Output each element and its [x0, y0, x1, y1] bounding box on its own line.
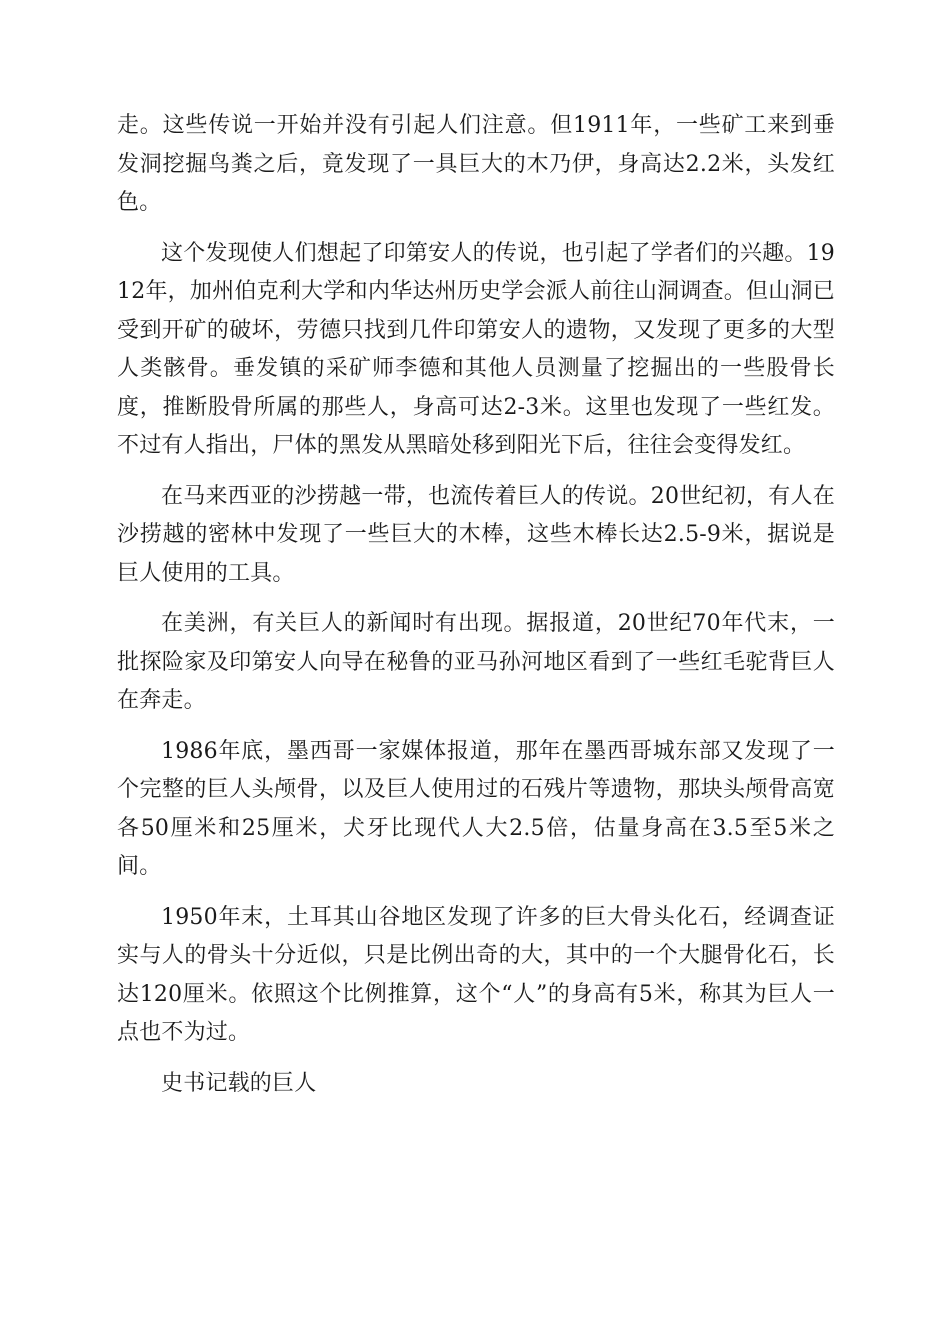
paragraph-americas: 在美洲，有关巨人的新闻时有出现。据报道，20世纪70年代末，一批探险家及印第安人向导在秘鲁的亚马孙河地区看到了一些红毛驼背巨人在奔走。	[117, 611, 835, 713]
paragraph-sarawak: 在马来西亚的沙捞越一带，也流传着巨人的传说。20世纪初，有人在沙捞越的密林中发现了一些巨大的木棒，这些木棒长达2.5-9米，据说是巨人使用的工具。	[117, 483, 835, 586]
paragraph-continuation: 走。这些传说一开始并没有引起人们注意。但1911年，一些矿工来到垂发洞挖掘鸟粪之后，竟发现了一具巨大的木乃伊，身高达2.2米，头发红色。	[117, 113, 835, 215]
paragraph-mexico-1986: 1986年底，墨西哥一家媒体报道，那年在墨西哥城东部又发现了一个完整的巨人头颅骨，以及巨人使用过的石残片等遗物，那块头颅骨高宽各50厘米和25厘米，犬牙比现代人大2.5倍，估量身高在3.5至5米之间。	[117, 738, 835, 879]
paragraph-turkey-1950: 1950年末，土耳其山谷地区发现了许多的巨大骨头化石，经调查证实与人的骨头十分近似，只是比例出奇的大，其中的一个大腿骨化石，长达120厘米。依照这个比例推算，这个“人”的身高有5米，称其为巨人一点也不为过。	[117, 904, 835, 1045]
section-heading: 史书记载的巨人	[161, 1070, 317, 1096]
paragraph-discovery-interest: 这个发现使人们想起了印第安人的传说，也引起了学者们的兴趣。1912年，加州伯克利大学和内华达州历史学会派人前往山洞调查。但山洞已受到开矿的破坏，劳德只找到几件印第安人的遗物，又发现了更多的大型人类骸骨。垂发镇的采矿师李德和其他人员测量了挖掘出的一些股骨长度，推断股骨所属的那些人，身高可达2-3米。这里也发现了一些红发。不过有人指出，尸体的黑发从黑暗处移到阳光下后，往往会变得发红。	[117, 240, 835, 458]
document-body	[117, 107, 835, 1115]
